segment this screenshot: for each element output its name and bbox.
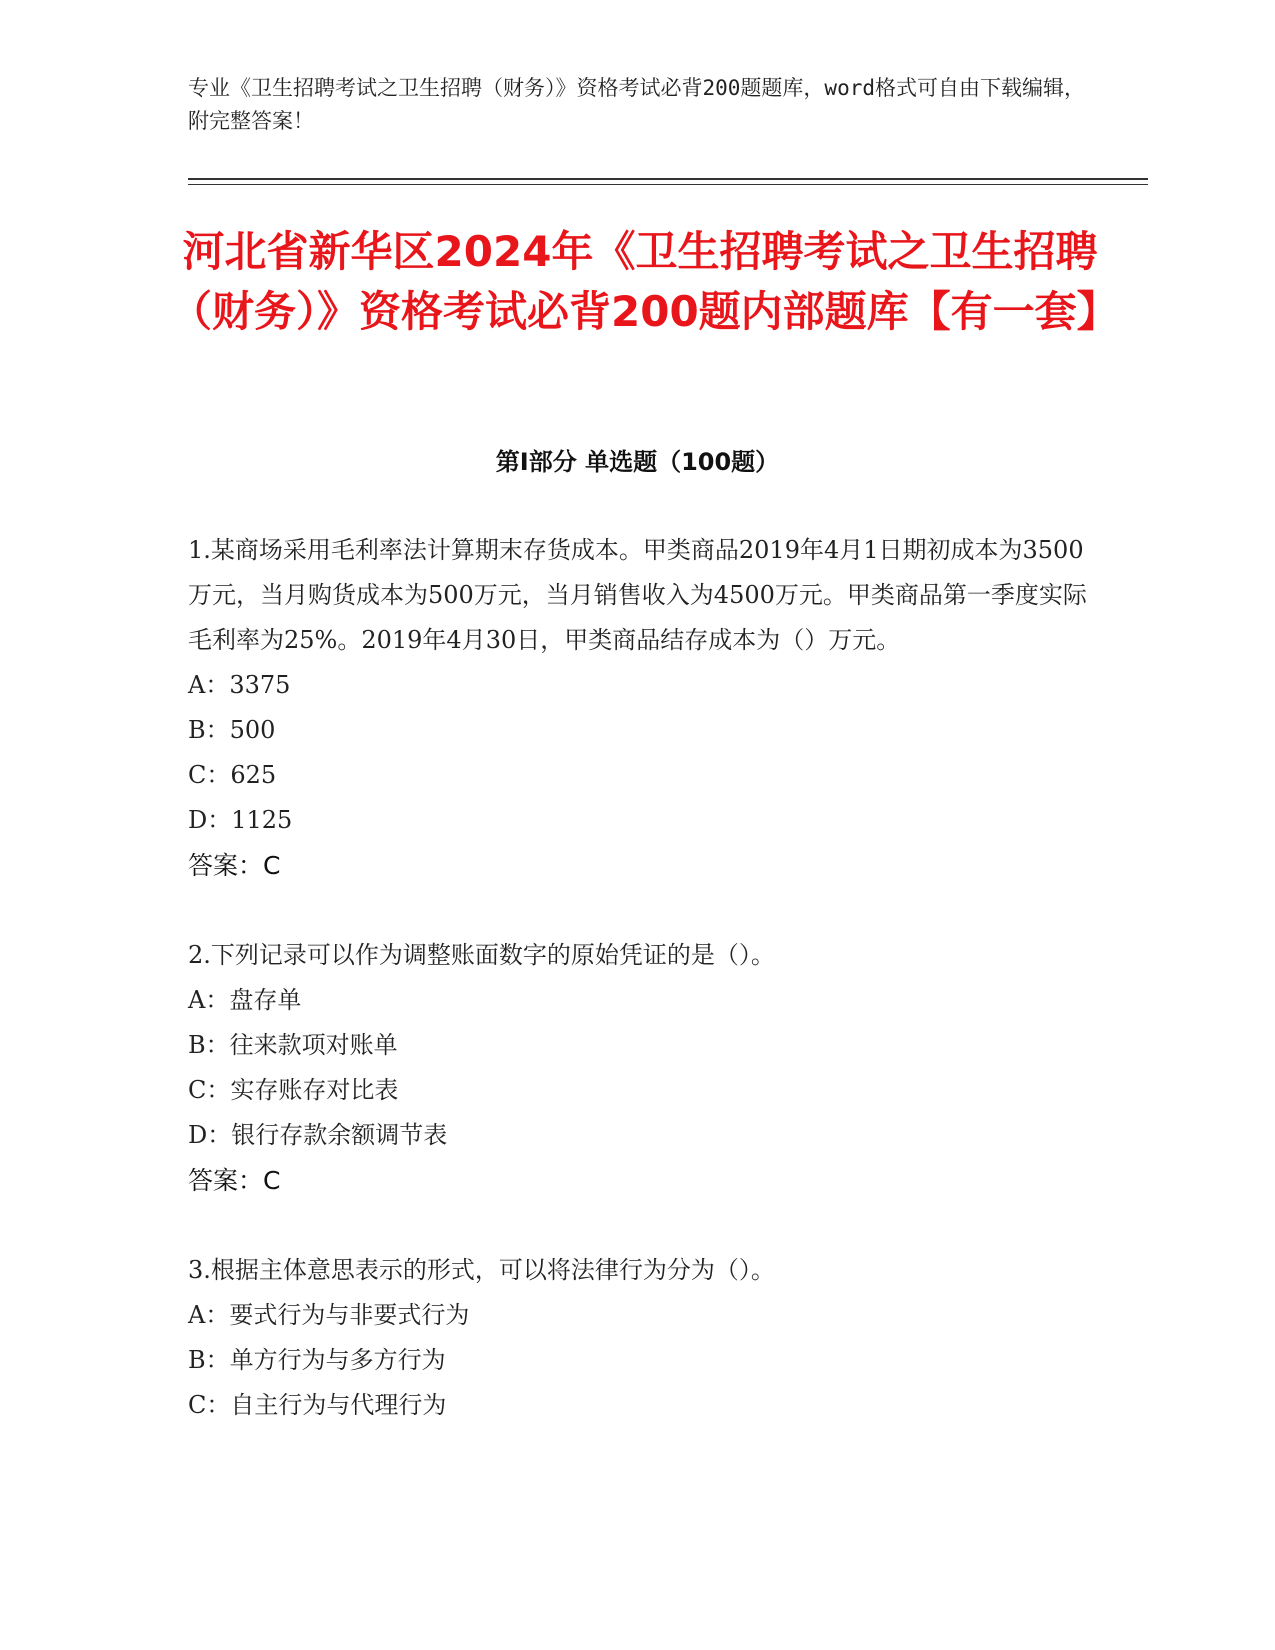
question-1 (188, 528, 1088, 888)
option-d: D：1125 (188, 806, 293, 834)
question-stem: 1.某商场采用毛利率法计算期末存货成本。甲类商品2019年4月1日期初成本为3500万元，当月购货成本为500万元，当月销售收入为4500万元。甲类商品第一季度实际毛利率为25%。2019年4月30日，甲类商品结存成本为（）万元。 (188, 536, 1087, 654)
option-b: B：500 (188, 716, 276, 744)
option-b: B：往来款项对账单 (188, 1031, 398, 1059)
question-2 (188, 933, 1088, 1203)
option-c: C：实存账存对比表 (188, 1076, 399, 1104)
question-list (188, 528, 1088, 1428)
option-a: A：3375 (188, 671, 291, 699)
option-a: A：要式行为与非要式行为 (188, 1301, 470, 1329)
section-heading: 第Ⅰ部分 单选题（100题） (495, 448, 780, 476)
option-d: D：银行存款余额调节表 (188, 1121, 448, 1149)
answer-line: 答案：C (188, 1166, 281, 1195)
question-3 (188, 1248, 1088, 1428)
option-a: A：盘存单 (188, 986, 302, 1014)
header-rule-thick (188, 178, 1148, 180)
answer-line: 答案：C (188, 851, 281, 880)
question-stem: 3.根据主体意思表示的形式，可以将法律行为分为（）。 (188, 1256, 775, 1284)
question-stem: 2.下列记录可以作为调整账面数字的原始凭证的是（）。 (188, 941, 775, 969)
header-note: 专业《卫生招聘考试之卫生招聘（财务）》资格考试必背200题题库，word格式可自由下载编辑，附完整答案！ (188, 76, 1085, 133)
document-title: 河北省新华区2024年《卫生招聘考试之卫生招聘（财务）》资格考试必背200题内部题库【有一套】 (170, 227, 1119, 336)
option-c: C：自主行为与代理行为 (188, 1391, 447, 1419)
option-b: B：单方行为与多方行为 (188, 1346, 446, 1374)
option-c: C：625 (188, 761, 277, 789)
header-rule-thin (188, 184, 1148, 185)
